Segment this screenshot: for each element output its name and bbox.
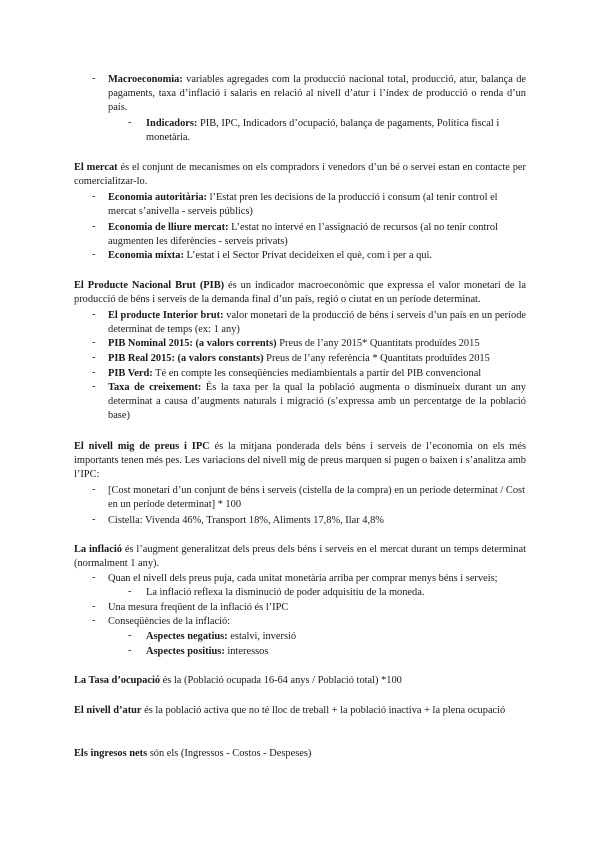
inflacio-term: La inflació <box>74 544 122 555</box>
list-bullet: - <box>92 221 96 232</box>
list-bullet: - <box>92 337 96 348</box>
list-item <box>108 249 526 263</box>
item-term: PIB Real 2015: (a valors constants) <box>108 353 264 364</box>
item-text: l’Estat pren les decisions de la producció i consum (al tenir control el mercat s’anivella - serveis públics) <box>108 192 498 218</box>
item-text: estalvi, inversió <box>227 631 297 642</box>
pib-text: és un indicador macroeconòmic que expressa el valor monetari de la producció de béns i serveis de la demanda final d’un país, regió o ciutat en un període determinat. <box>74 280 526 306</box>
list-item: Conseqüències de la inflació: <box>108 616 231 627</box>
pib-paragraph <box>74 279 526 307</box>
atur-term: El nivell d’atur <box>74 705 142 716</box>
item-term: Economia de lliure mercat: <box>108 222 229 233</box>
list-bullet: - <box>92 381 96 392</box>
item-text: Preus de l’any 2015* Quantitats produïdes 2015 <box>276 338 480 349</box>
item-text: interessos <box>224 646 269 657</box>
item-term: PIB Nominal 2015: (a valors corrents) <box>108 338 277 349</box>
list-item <box>108 221 526 249</box>
item-text: Té en compte les conseqüències mediambientals a partir del PIB convencional <box>152 368 482 379</box>
item-text: valor monetari de la producció de béns i serveis d’un país en un període determinat de temps (ex: 1 any) <box>108 310 526 336</box>
ipc-term: El nivell mig de preus i IPC <box>74 441 210 452</box>
macro-item <box>108 73 526 116</box>
item-text: Preus de l’any referència * Quantitats produïdes 2015 <box>263 353 490 364</box>
ocupacio-term: La Tasa d’ocupació <box>74 675 161 686</box>
list-item <box>108 352 526 366</box>
item-term: PIB Verd: <box>108 368 153 379</box>
inflacio-paragraph <box>74 543 526 571</box>
ingressos-text: són els (Ingressos - Costos - Despeses) <box>147 748 312 759</box>
list-bullet: - <box>92 514 96 525</box>
ocupacio-paragraph <box>74 674 526 688</box>
ipc-paragraph <box>74 440 526 483</box>
indicadors-term: Indicadors: <box>146 118 198 129</box>
mercat-text: és el conjunt de mecanismes on els compradors i venedors d’un bé o servei estan en contacte per comercialitzar-lo. <box>74 162 526 188</box>
atur-text: és la població activa que no té lloc de treball + la població inactiva + la plena ocupació <box>141 705 506 716</box>
list-bullet: - <box>92 73 96 84</box>
list-item: [Cost monetari d’un conjunt de béns i serveis (cistella de la compra) en un període determinat / Cost en un període determinat] * 100 <box>108 485 525 511</box>
item-text: L’estat no intervé en l’assignació de recursos (al no tenir control augmenten les diferències - serveis privats) <box>108 222 498 248</box>
indicadors-text: PIB, IPC, Indicadors d’ocupació, balança de pagaments, Política fiscal i monetària. <box>146 118 500 144</box>
item-term: Economia mixta: <box>108 250 184 261</box>
ingressos-term: Els ingresos nets <box>74 748 148 759</box>
item-term: El producte Interior brut: <box>108 310 224 321</box>
ingressos-paragraph <box>74 747 526 761</box>
ipc-text: és la mitjana ponderada dels béns i serveis de l’economia on els més importants tenen més pes. Les variacions del nivell mig de preus marquen si pugen o baixen i s’analitza amb l’IPC: <box>74 441 526 481</box>
list-item <box>108 191 526 219</box>
list-bullet: - <box>128 645 132 656</box>
list-item: La inflació reflexa la disminució de poder adquisitiu de la moneda. <box>146 587 425 598</box>
list-item <box>146 630 526 644</box>
ocupacio-text: és la (Població ocupada 16-64 anys / Població total) *100 <box>160 675 402 686</box>
list-item: Cistella: Vivenda 46%, Transport 18%, Aliments 17,8%, Ilar 4,8% <box>108 515 384 526</box>
list-bullet: - <box>92 615 96 626</box>
list-bullet: - <box>92 572 96 583</box>
list-bullet: - <box>92 367 96 378</box>
list-bullet: - <box>128 586 132 597</box>
list-bullet: - <box>92 352 96 363</box>
list-bullet: - <box>128 117 132 128</box>
list-item <box>108 337 526 351</box>
list-bullet: - <box>92 249 96 260</box>
atur-paragraph <box>74 704 526 718</box>
macro-term: Macroeconomia: <box>108 74 183 85</box>
list-item: Quan el nivell dels preus puja, cada unitat monetària arriba per comprar menys béns i serveis; <box>108 573 498 584</box>
list-bullet: - <box>92 484 96 495</box>
list-item <box>146 645 526 659</box>
list-item <box>108 309 526 337</box>
list-bullet: - <box>92 601 96 612</box>
item-text: L’estat i el Sector Privat decideixen el què, com i per a qui. <box>183 250 432 261</box>
pib-term: El Producte Nacional Brut (PIB) <box>74 280 225 291</box>
item-text: És la taxa per la qual la població augmenta o disminueix durant un any determinat a causa d’augments naturals i migració (s’expressa amb un percentatge de la població base) <box>108 382 526 422</box>
item-term: Economia autoritària: <box>108 192 207 203</box>
macro-sub-item <box>146 117 526 145</box>
list-item <box>108 381 526 424</box>
inflacio-text: és l’augment generalitzat dels preus dels béns i serveis en el mercat durant un temps determinat (normalment 1 any). <box>74 544 526 570</box>
mercat-paragraph <box>74 161 526 189</box>
mercat-term: El mercat <box>74 162 118 173</box>
list-bullet: - <box>128 630 132 641</box>
item-term: Aspectes positius: <box>146 646 225 657</box>
macro-text: variables agregades com la producció nacional total, producció, atur, balança de pagaments, taxa d’inflació i salaris en relació al nivell d’atur i l’índex de producció o renda d’un país. <box>108 74 526 114</box>
item-term: Aspectes negatius: <box>146 631 228 642</box>
list-bullet: - <box>92 309 96 320</box>
list-bullet: - <box>92 191 96 202</box>
item-term: Taxa de creixement: <box>108 382 202 393</box>
list-item: Una mesura freqüent de la inflació és l’IPC <box>108 602 289 613</box>
list-item <box>108 367 526 381</box>
